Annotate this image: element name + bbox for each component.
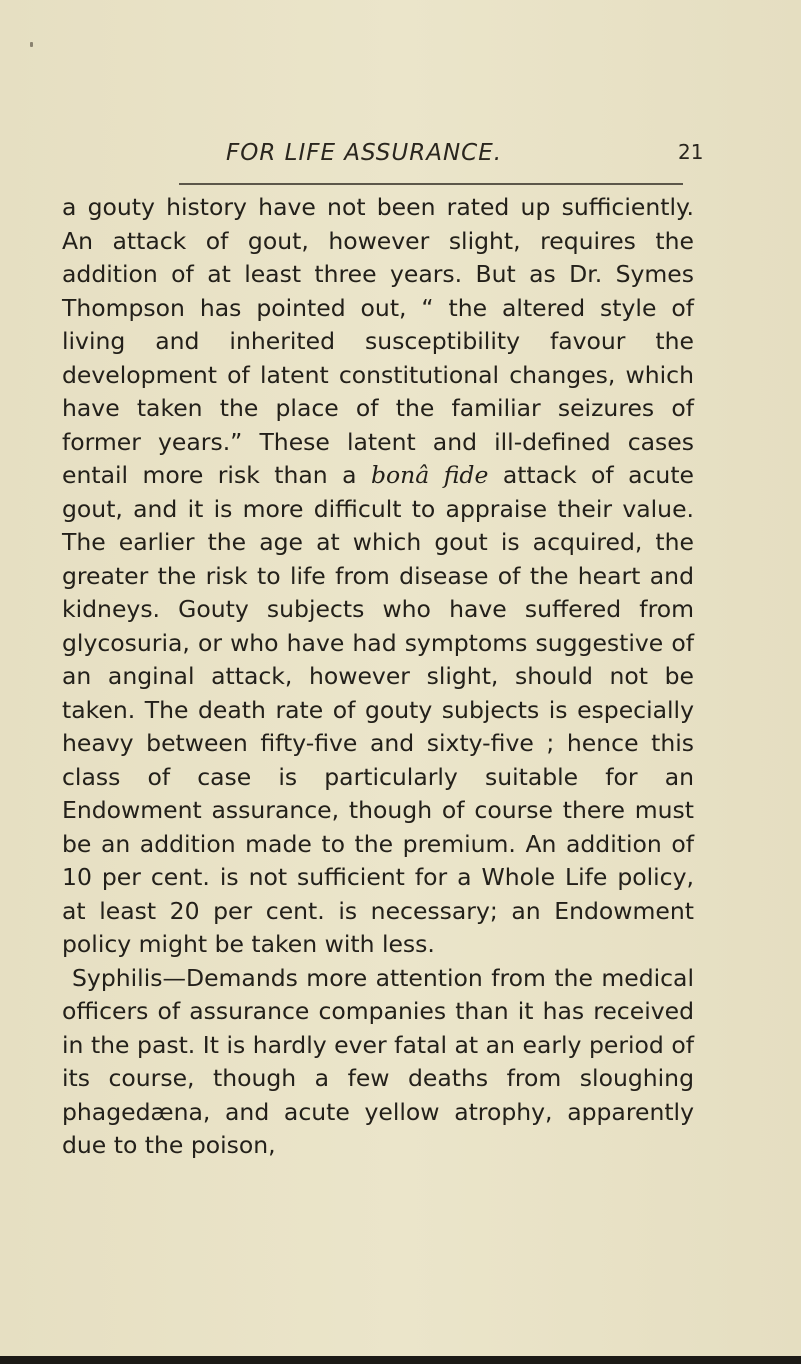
paragraph-gout-text-2: attack of acute gout, and it is more difficult to appraise their value. The earlier the age at which gout is acquired, the greater the risk to life from disease of the heart and kidneys. Gouty subjects who have suffered from glycosuria, or who have had symptoms suggestive of an anginal attack, however slight, should not be taken. The death rate of gouty subjects is especially heavy between fifty-five and sixty-five ; hence this class of case is particularly suitable for an Endowment assurance, though of course there must be an addition made to the premium. An addition of 10 per cent. is not sufficient for a Whole Life policy, at least 20 per cent. is necessary; an Endowment policy might be taken with less. [62, 461, 694, 958]
syphilis-heading: Syphilis [72, 963, 163, 992]
page-number: 21 [678, 140, 704, 164]
body-text [62, 191, 694, 1163]
page-bottom-edge [0, 1356, 801, 1364]
paragraph-gout [62, 191, 694, 962]
paragraph-syphilis-text: —Demands more attention from the medical officers of assurance companies than it has received in the past. It is hardly ever fatal at an early period of its course, though a few deaths from sloughing phagedæna, and acute yellow atrophy, apparently due to the poison, [62, 963, 694, 1159]
paragraph-syphilis [62, 962, 694, 1163]
ink-speck [30, 42, 33, 47]
running-title: FOR LIFE ASSURANCE. [226, 140, 503, 166]
bona-fide-phrase: bonâ fide [370, 461, 489, 489]
header-rule [179, 183, 683, 185]
paragraph-gout-text-1: a gouty history have not been rated up sufficiently. An attack of gout, however slight, requires the addition of at least three years. But as Dr. Symes Thompson has pointed out, “ the altered style of living and inherited susceptibility favour the development of latent constitutional changes, which have taken the place of the familiar seizures of former years.” These latent and ill-defined cases entail more risk than a [62, 193, 694, 489]
